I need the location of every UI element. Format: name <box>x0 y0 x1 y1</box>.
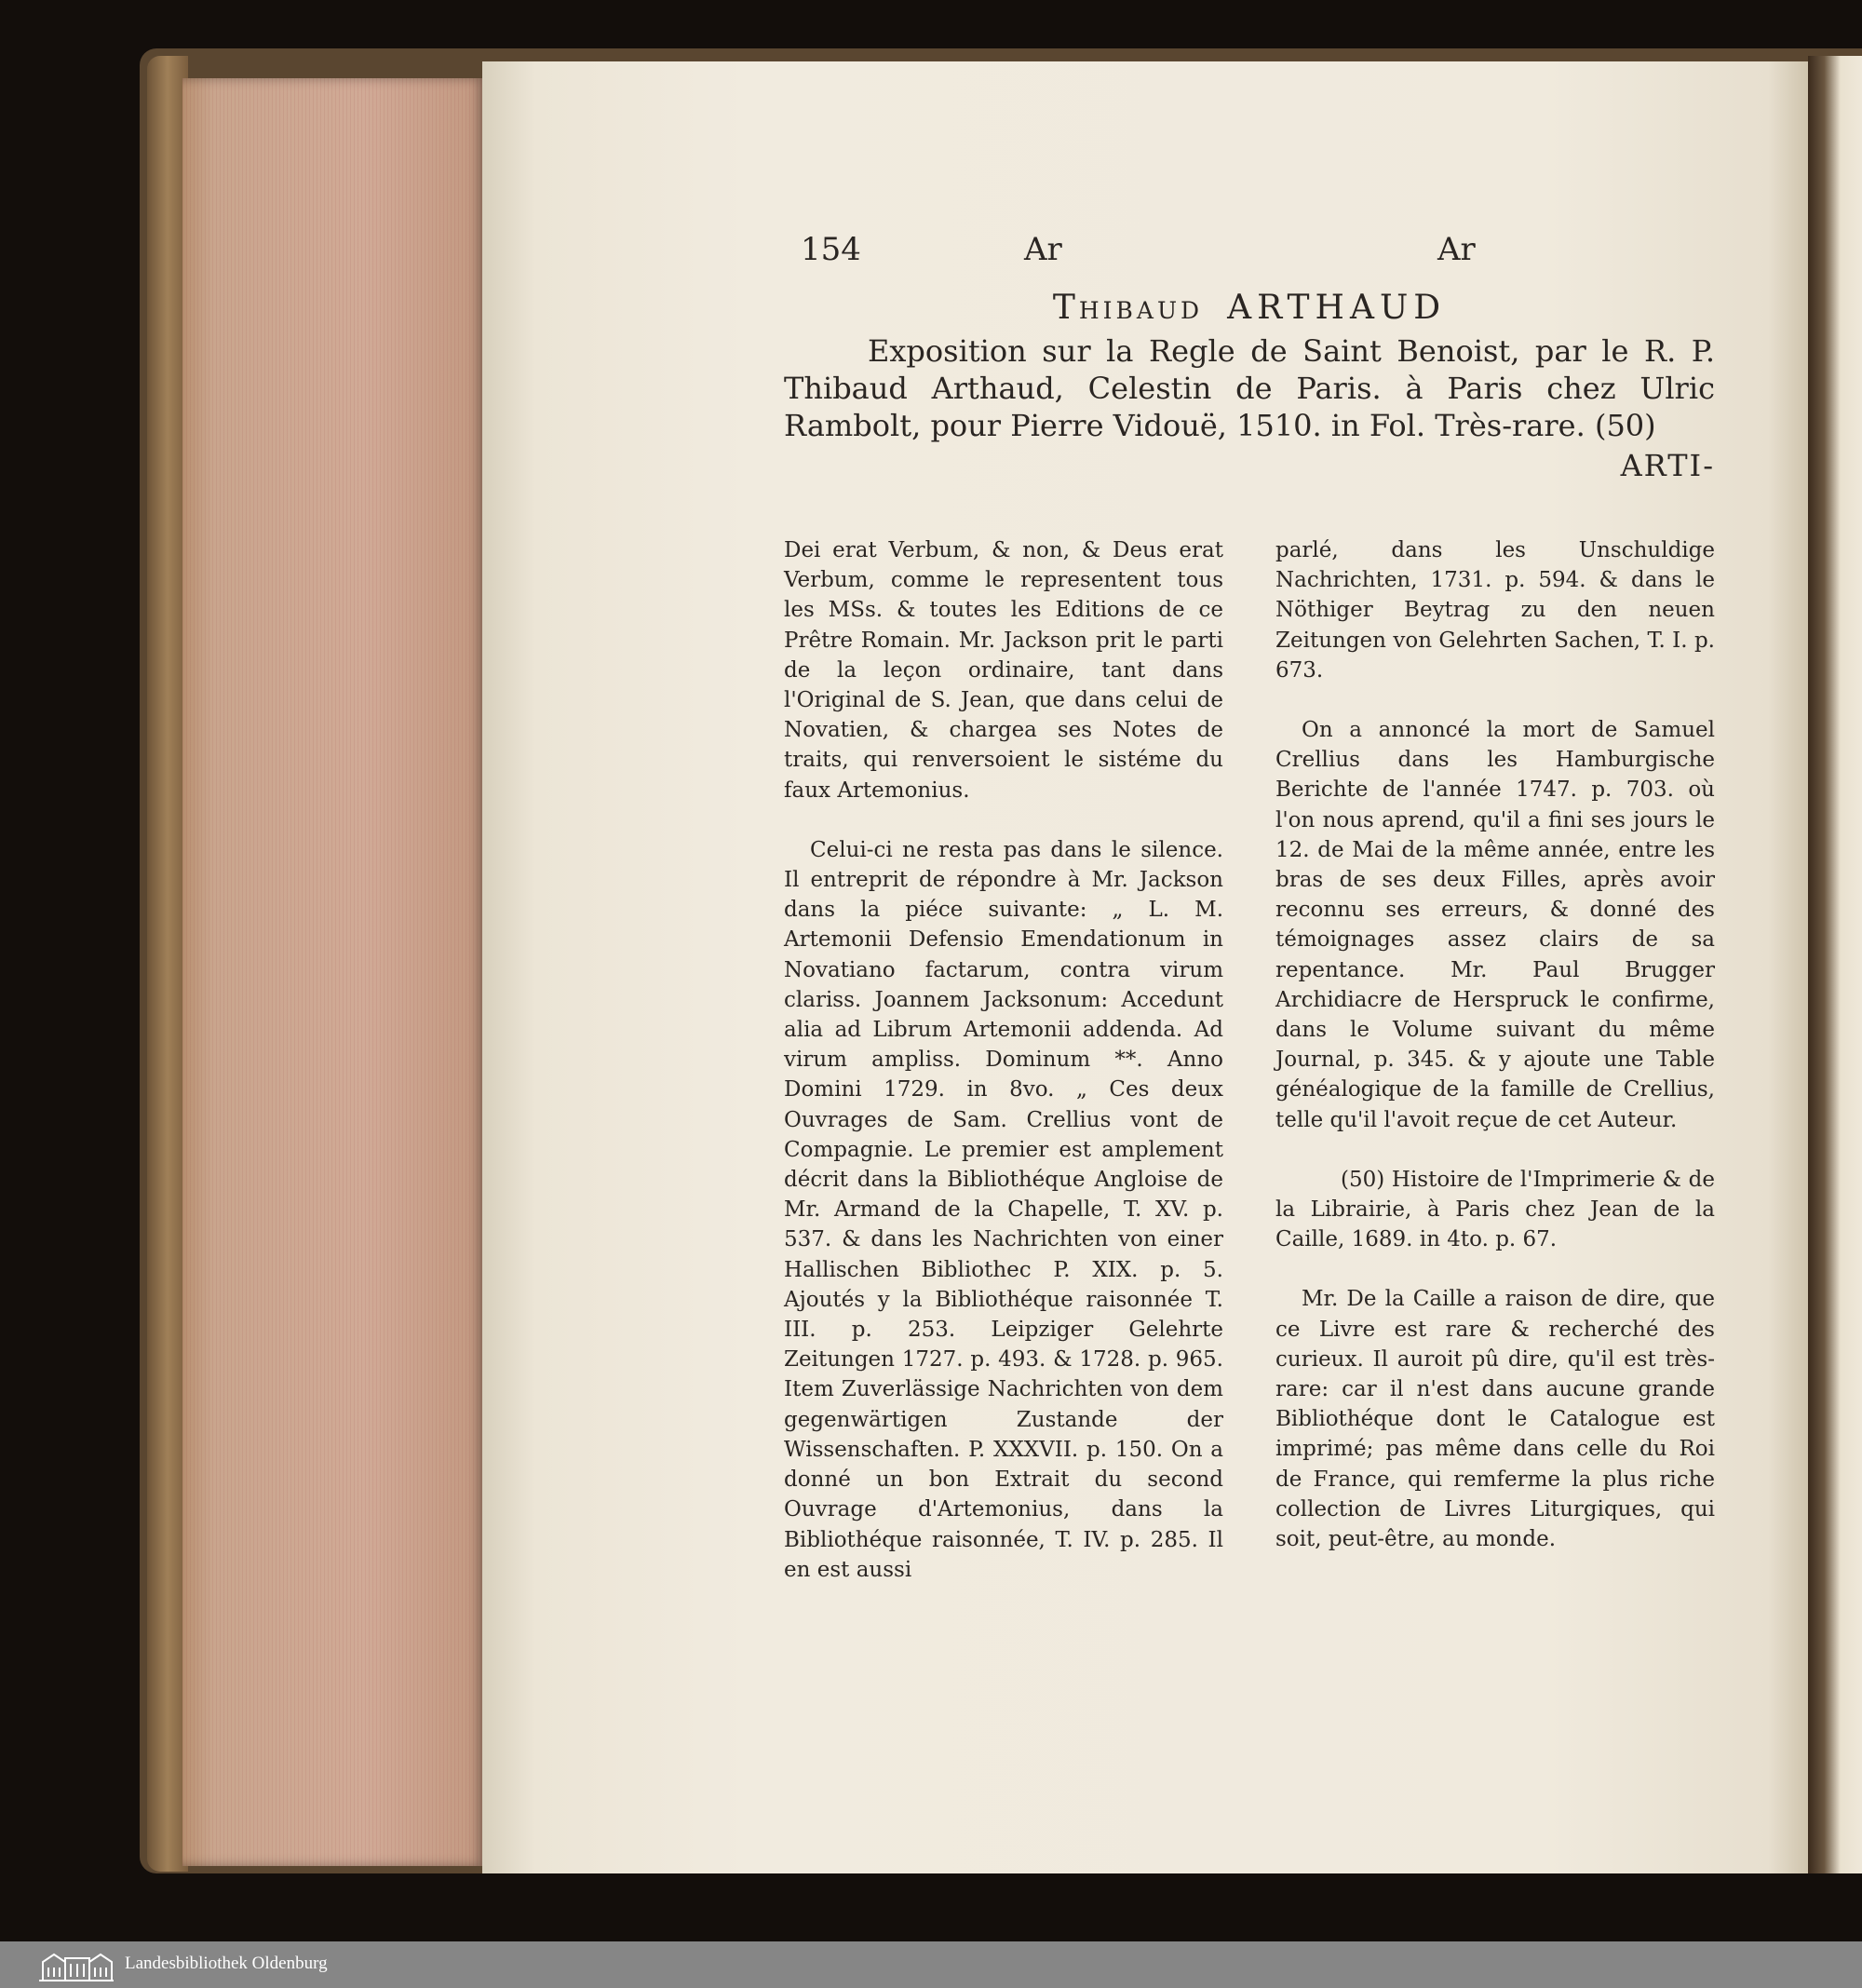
section-spacer <box>784 483 1715 535</box>
page-edges-stack <box>182 78 486 1866</box>
right-paragraph-4: Mr. De la Caille a raison de dire, que ce Livre est rare & recherché des curieux. Il auroit pû dire, qu'il est très-rare: car il n'est dans aucune grande Bibliothéque dont le Catalogue est imprimé; pas même dans celle du Roi de France, qui remferme la plus riche collection de Livres Liturgiques, qui soit, peut-être, au monde. <box>1275 1287 1715 1552</box>
entry-intro: Exposition sur la Regle de Saint Benoist, par le R. P. Thibaud Arthaud, Celestin de Paris. à Paris chez Ulric Rambolt, pour Pierre Vidouë, 1510. in Fol. Très-rare. (50) <box>784 333 1715 443</box>
page-number: 154 <box>801 231 861 268</box>
entry-title-surname: ARTHAUD <box>1227 289 1447 327</box>
footer-bar <box>0 1941 1862 1988</box>
left-paragraph-1: Dei erat Verbum, & non, & Deus erat Verbum, comme le representent tous les MSs. & toutes les Editions de ce Prêtre Romain. Mr. Jackson prit le parti de la leçon ordinaire, tant dans l'Original de S. Jean, que dans celui de Novatien, & chargea ses Notes de traits, qui renversoient le sistéme du faux Artemonius. <box>784 538 1223 803</box>
entry-title <box>784 289 1715 327</box>
running-head-left: Ar <box>1024 231 1062 268</box>
library-name: Landesbibliothek Oldenburg <box>125 1954 328 1973</box>
left-paragraph-2: Celui-ci ne resta pas dans le silence. Il entreprit de répondre à Mr. Jackson dans la piéce suivante: „ L. M. Artemonii Defensio Emendationum in Novatiano factarum, contra virum clariss. Joannem Jacksonum: Accedunt alia ad Librum Artemonii addenda. Ad virum ampliss. Dominum **. Anno Domini 1729. in 8vo. „ Ces deux Ouvrages de Sam. Crellius vont de Compagnie. Le premier est amplement décrit dans la Bibliothéque Angloise de Mr. Armand de la Chapelle, T. XV. p. 537. & dans les Nachrichten von einer Hallischen Bibliothec P. XIX. p. 5. Ajoutés y la Bibliothéque raisonnée T. III. p. 253. Leipziger Gelehrte Zeitungen 1727. p. 493. & 1728. p. 965. Item Zuverlässige Nachrichten von dem gegenwärtigen Zustande der Wissenschaften. P. XXXVII. p. 150. On a donné un bon Extrait du second Ouvrage d'Artemonius, dans la Bibliothéque raisonnée, T. IV. p. 285. Il en est aussi <box>784 837 1223 1582</box>
library-building-icon <box>37 1947 115 1982</box>
right-paragraph-2: On a annoncé la mort de Samuel Crellius dans les Hamburgische Berichte de l'année 1747. p. 703. où l'on nous aprend, qu'il a fini ses jours le 12. de Mai de la même année, entre les bras de ses deux Filles, après avoir reconnu ses erreurs, & donné des témoignages assez clairs de sa repentance. Mr. Paul Brugger Archidiacre de Herspruck le confirme, dans le Volume suivant du même Journal, p. 345. & y ajoute une Table généalogique de la famille de Crellius, telle qu'il l'avoit reçue de cet Auteur. <box>1275 718 1715 1132</box>
running-head <box>784 231 1715 276</box>
entry-title-given-name: Thibaud <box>1052 289 1204 327</box>
catchword: ARTI- <box>1620 448 1715 483</box>
page-content <box>784 231 1715 1582</box>
running-head-right: Ar <box>1437 231 1476 268</box>
right-column <box>1275 535 1715 1584</box>
facing-page-edge <box>1808 56 1862 1873</box>
left-column <box>784 535 1223 1615</box>
right-paragraph-1: parlé, dans les Unschuldige Nachrichten, 1731. p. 594. & dans le Nöthiger Beytrag zu den neuen Zeitungen von Gelehrten Sachen, T. I. p. 673. <box>1275 538 1715 683</box>
footnote-50: (50) Histoire de l'Imprimerie & de la Librairie, à Paris chez Jean de la Caille, 1689. in 4to. p. 67. <box>1275 1167 1715 1252</box>
